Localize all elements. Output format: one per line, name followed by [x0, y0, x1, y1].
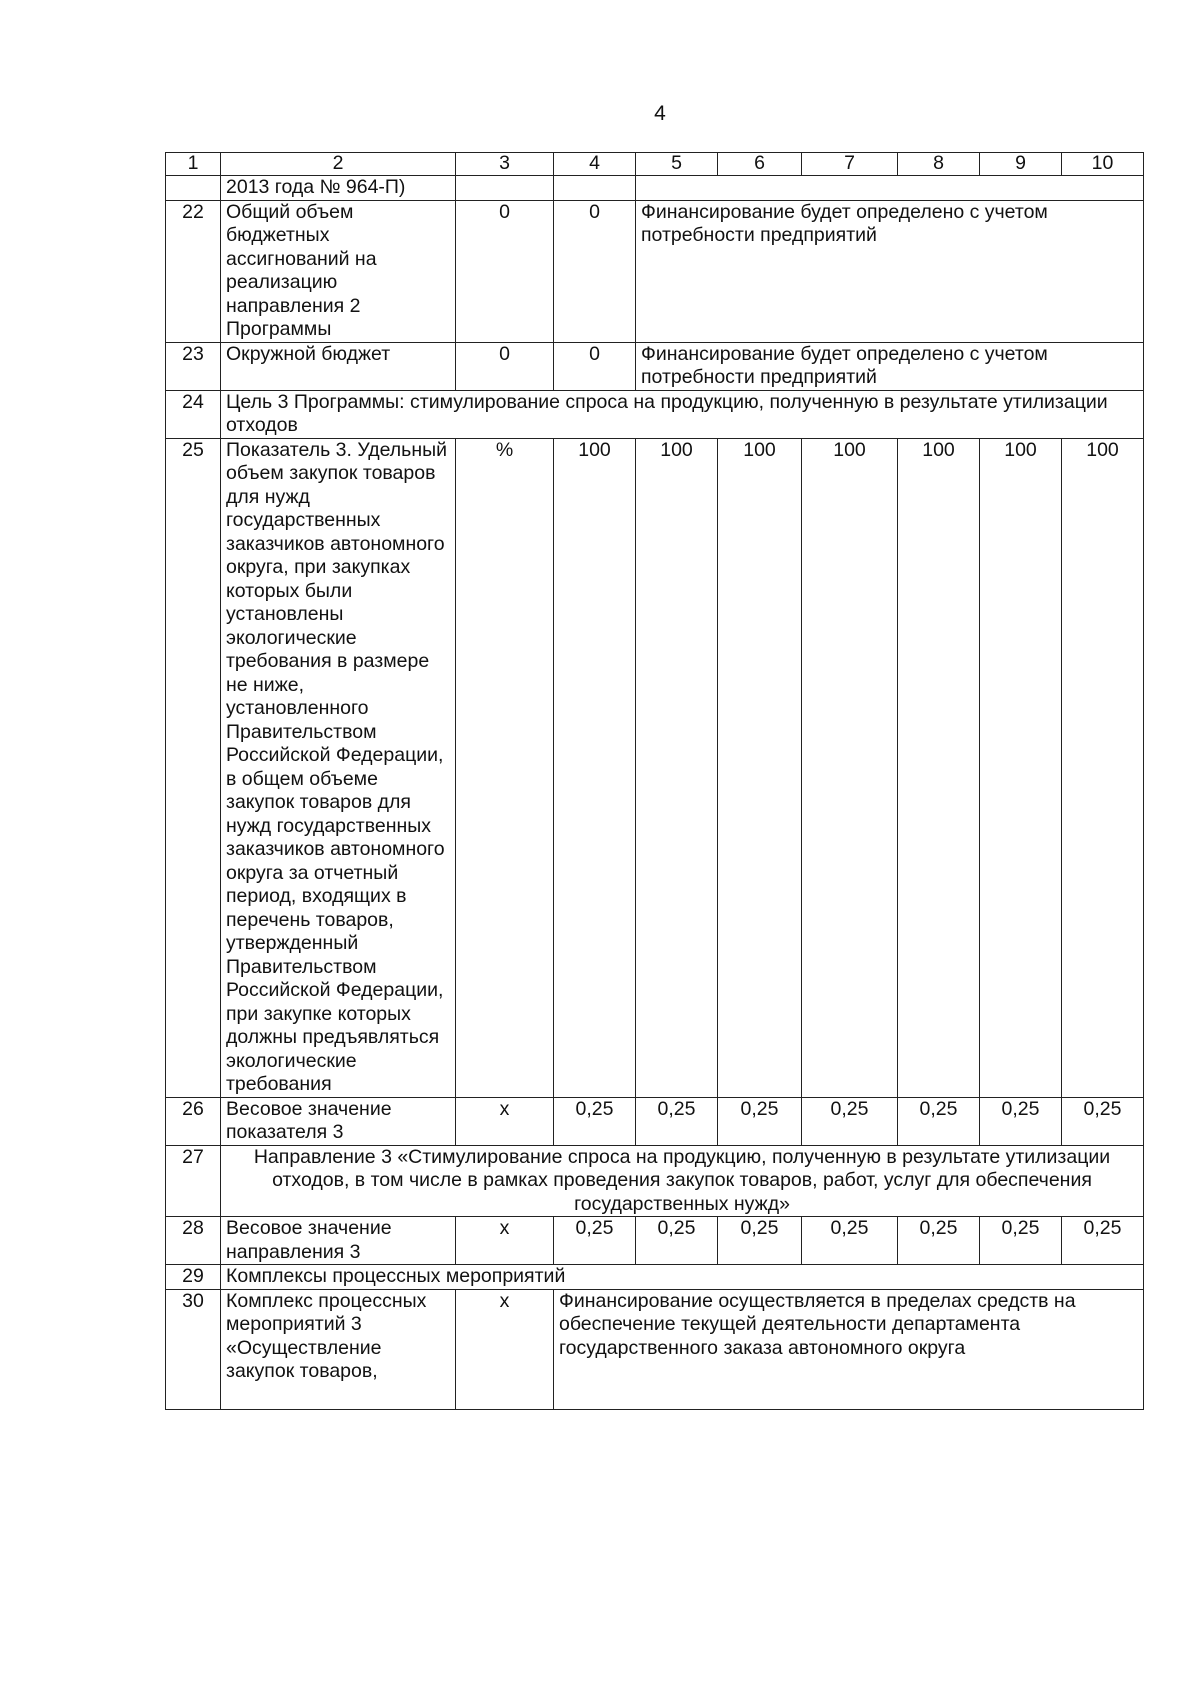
value-cell: 0 — [456, 342, 554, 390]
financing-note: Финансирование будет определено с учетом потребности предприятий — [636, 342, 1144, 390]
value-cell: 0,25 — [980, 1217, 1062, 1265]
goal-text: Цель 3 Программы: стимулирование спроса на продукцию, полученную в результате утилизации отходов — [221, 390, 1144, 438]
value-cell: 0,25 — [718, 1217, 802, 1265]
header-cell: 9 — [980, 153, 1062, 176]
header-cell: 5 — [636, 153, 718, 176]
row-number: 28 — [166, 1217, 221, 1265]
cell — [456, 176, 554, 201]
value-cell: 100 — [980, 438, 1062, 1097]
value-cell: 0,25 — [802, 1217, 898, 1265]
table-row-25 — [166, 438, 1144, 1097]
cell — [554, 176, 636, 201]
header-cell: 3 — [456, 153, 554, 176]
table-row-26 — [166, 1097, 1144, 1145]
page-number: 4 — [654, 102, 666, 125]
row-number — [166, 176, 221, 201]
unit-cell: % — [456, 438, 554, 1097]
value-cell: 100 — [898, 438, 980, 1097]
header-row — [166, 153, 1144, 176]
header-cell: 1 — [166, 153, 221, 176]
financing-note: Финансирование осуществляется в пределах средств на обеспечение текущей деятельности департамента государственного заказа автономного округа — [554, 1289, 1144, 1409]
row-name: 2013 года № 964-П) — [221, 176, 456, 201]
value-cell: 0,25 — [1062, 1097, 1144, 1145]
value-cell: 0,25 — [636, 1097, 718, 1145]
cell — [636, 176, 1144, 201]
value-cell: 0,25 — [636, 1217, 718, 1265]
section-title: Комплексы процессных мероприятий — [221, 1265, 1144, 1290]
unit-cell: х — [456, 1217, 554, 1265]
value-cell: 0,25 — [898, 1217, 980, 1265]
unit-cell: х — [456, 1097, 554, 1145]
table-row-27 — [166, 1145, 1144, 1217]
table-row-29 — [166, 1265, 1144, 1290]
table-row-22 — [166, 200, 1144, 342]
row-number: 30 — [166, 1289, 221, 1409]
row-name: Весовое значение показателя 3 — [221, 1097, 456, 1145]
value-cell: 0,25 — [718, 1097, 802, 1145]
header-cell: 8 — [898, 153, 980, 176]
row-number: 22 — [166, 200, 221, 342]
header-cell: 7 — [802, 153, 898, 176]
value-cell: 0,25 — [1062, 1217, 1144, 1265]
row-name: Окружной бюджет — [221, 342, 456, 390]
row-number: 26 — [166, 1097, 221, 1145]
row-number: 23 — [166, 342, 221, 390]
table-row-24 — [166, 390, 1144, 438]
value-cell: 100 — [554, 438, 636, 1097]
value-cell: 0,25 — [802, 1097, 898, 1145]
header-cell: 10 — [1062, 153, 1144, 176]
table-row-23 — [166, 342, 1144, 390]
row-number: 29 — [166, 1265, 221, 1290]
row-number: 24 — [166, 390, 221, 438]
header-cell: 4 — [554, 153, 636, 176]
value-cell: 0 — [554, 200, 636, 342]
header-cell: 2 — [221, 153, 456, 176]
value-cell: 0,25 — [898, 1097, 980, 1145]
indicators-table — [165, 152, 1144, 1410]
value-cell: 100 — [1062, 438, 1144, 1097]
value-cell: 100 — [718, 438, 802, 1097]
value-cell: 100 — [636, 438, 718, 1097]
table-row-28 — [166, 1217, 1144, 1265]
value-cell: 0 — [456, 200, 554, 342]
header-cell: 6 — [718, 153, 802, 176]
value-cell: 0,25 — [980, 1097, 1062, 1145]
table-row-30 — [166, 1289, 1144, 1409]
row-name: Весовое значение направления 3 — [221, 1217, 456, 1265]
value-cell: 0,25 — [554, 1217, 636, 1265]
direction-title: Направление 3 «Стимулирование спроса на продукцию, полученную в результате утилизации отходов, в том числе в рамках проведения закупок товаров, работ, услуг для обеспечения государственных нужд» — [221, 1145, 1144, 1217]
row-number: 25 — [166, 438, 221, 1097]
value-cell: 0,25 — [554, 1097, 636, 1145]
table-row-continuation — [166, 176, 1144, 201]
row-name: Комплекс процессных мероприятий 3 «Осуществление закупок товаров, — [221, 1289, 456, 1409]
financing-note: Финансирование будет определено с учетом потребности предприятий — [636, 200, 1144, 342]
value-cell: 100 — [802, 438, 898, 1097]
row-name: Показатель 3. Удельный объем закупок товаров для нужд государственных заказчиков автономного округа, при закупках которых были установлены экологические требования в размере не ниже, установленного Правительством Российской Федерации, в общем объеме закупок товаров для нужд государственных заказчиков автономного округа за отчетный период, входящих в перечень товаров, утвержденный Правительством Российской Федерации, при закупке которых должны предъявляться экологические требования — [221, 438, 456, 1097]
unit-cell: х — [456, 1289, 554, 1409]
row-number: 27 — [166, 1145, 221, 1217]
row-name: Общий объем бюджетных ассигнований на реализацию направления 2 Программы — [221, 200, 456, 342]
value-cell: 0 — [554, 342, 636, 390]
